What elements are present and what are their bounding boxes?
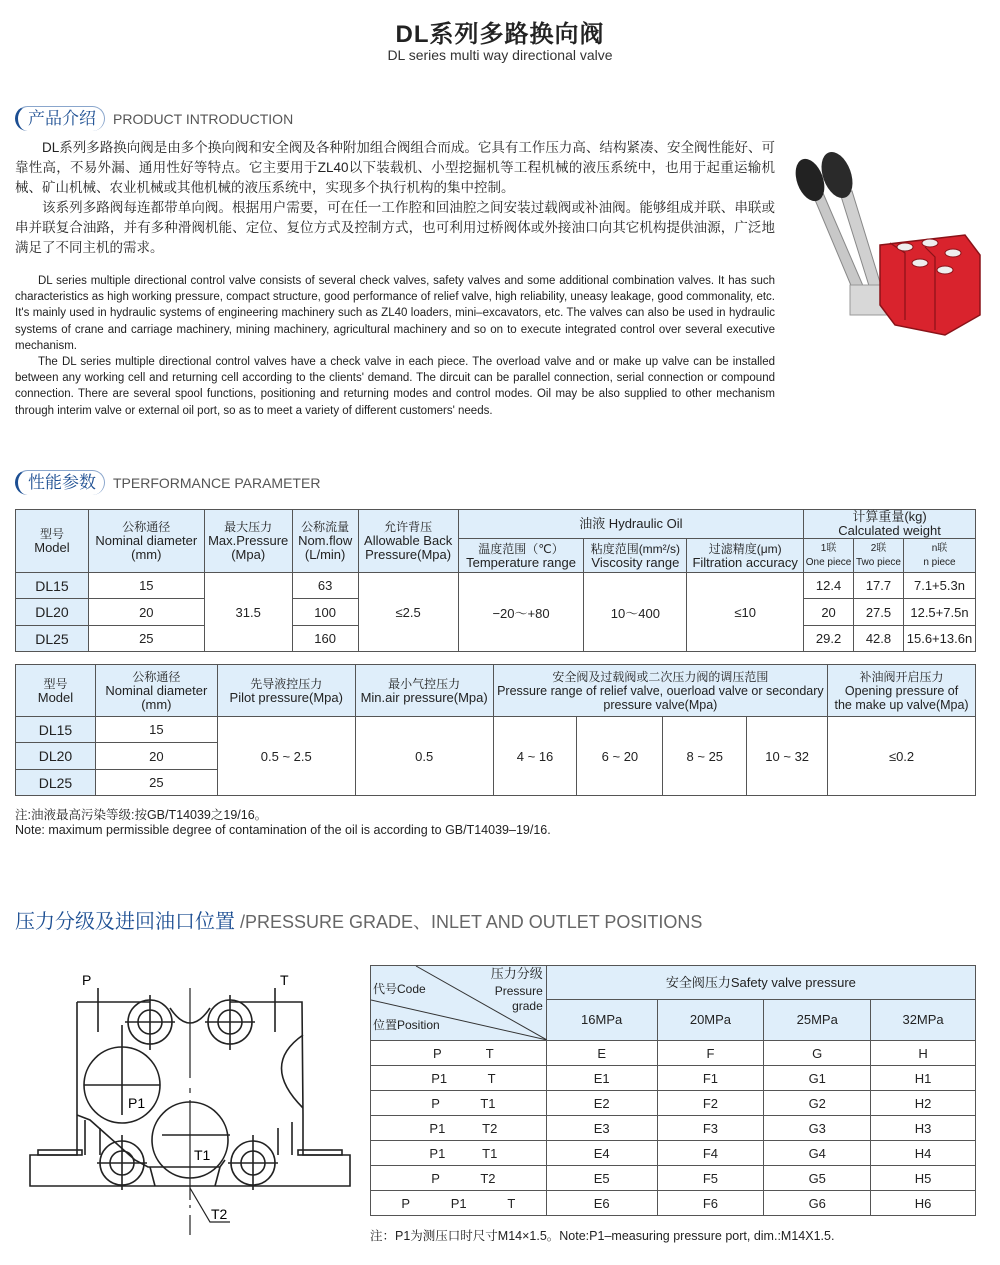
pressure-grade-table — [370, 965, 976, 1216]
th-max-pressure: 最大压力 Max.Pressure (Mpa) — [204, 510, 292, 573]
table-row — [371, 1041, 976, 1066]
position-port: P1 — [431, 1070, 448, 1086]
cell-code: E6 — [546, 1191, 657, 1216]
cell-position — [371, 1091, 547, 1116]
cell-code: F6 — [657, 1191, 764, 1216]
note-en: Note: maximum permissible degree of contamination of the oil is according to GB/T14039–19/16. — [15, 823, 551, 837]
intro-heading — [15, 106, 293, 131]
cell-weight-1: 20 — [804, 599, 854, 626]
cell-diameter: 20 — [88, 599, 204, 626]
position-port: T1 — [480, 1095, 496, 1111]
th-back-pressure: 允许背压 Allowable Back Pressure(Mpa) — [358, 510, 458, 573]
position-port: P1 — [450, 1195, 467, 1211]
position-port: T2 — [480, 1170, 496, 1186]
cell-position — [371, 1066, 547, 1091]
cell-code: F3 — [657, 1116, 764, 1141]
corner-position-label: 位置Position — [373, 1018, 440, 1032]
cell-relief-range: 10 ~ 32 — [747, 717, 828, 796]
cell-max-pressure: 31.5 — [204, 573, 292, 652]
cell-flow: 100 — [292, 599, 358, 626]
table-row — [16, 717, 976, 743]
cell-model: DL20 — [16, 743, 96, 770]
th-code-position-corner — [371, 966, 547, 1041]
cell-relief-range: 4 ~ 16 — [493, 717, 577, 796]
cell-weight-2: 42.8 — [854, 626, 904, 652]
th-nominal-diameter: 公称通径 Nominal diameter (mm) — [88, 510, 204, 573]
cell-diameter: 25 — [88, 626, 204, 652]
intro-en-text — [15, 273, 775, 419]
cell-temperature: −20～+80 — [458, 573, 584, 652]
th-model: 型号 Model — [16, 665, 96, 717]
cell-code: E2 — [546, 1091, 657, 1116]
corner-grade-en1: Pressure — [494, 984, 543, 998]
position-port: P — [431, 1095, 440, 1111]
pressure-grade-heading — [15, 905, 702, 934]
table-row — [371, 1166, 976, 1191]
th-nominal-diameter: 公称通径 Nominal diameter (mm) — [95, 665, 217, 717]
cell-diameter: 15 — [88, 573, 204, 599]
port-size-note: 注：P1为测压口时尺寸M14×1.5。Note:P1–measuring pressure port, dim.:M14X1.5. — [370, 1229, 835, 1243]
cell-code: H5 — [871, 1166, 976, 1191]
th-safety-valve-pressure: 安全阀压力Safety valve pressure — [546, 966, 975, 1000]
cell-model: DL25 — [16, 626, 89, 652]
cell-weight-n: 12.5+7.5n — [903, 599, 975, 626]
label-t2: T2 — [211, 1206, 228, 1222]
cell-weight-2: 27.5 — [854, 599, 904, 626]
cell-code: G2 — [764, 1091, 871, 1116]
cell-code: H4 — [871, 1141, 976, 1166]
intro-cn-paragraph: 该系列多路阀每连都带单向阀。根据用户需要，可在任一工作腔和回油腔之间安装过载阀或补油阀。能够组成并联、串联或串并联复合油路，并有多种滑阀机能、定位、复位方式及控制方式，也可利用过桥阀体或外接油口向其它机构提供油源，广泛地满足了不同主机的需求。 — [15, 200, 775, 255]
intro-cn-paragraph: DL系列多路换向阀是由多个换向阀和安全阀及各种附加组合阀组合而成。它具有工作压力高、结构紧凑、安全阀性能好、可靠性高，不易外漏、通用性好等特点。它主要用于ZL40以下装载机、小型挖掘机等工程机械的液压系统中，也用于起重运输机械、矿山机械、农业机械或其他机械的液压系统中，实现多个执行机构的集中控制。 — [15, 140, 775, 195]
note-cn: 注:油液最高污染等级:按GB/T14039之19/16。 — [15, 808, 268, 822]
cell-position — [371, 1166, 547, 1191]
cell-code: H1 — [871, 1066, 976, 1091]
cell-code: F1 — [657, 1066, 764, 1091]
cell-weight-1: 12.4 — [804, 573, 854, 599]
port-position-diagram — [20, 960, 360, 1250]
cell-code: G4 — [764, 1141, 871, 1166]
cell-code: H — [871, 1041, 976, 1066]
label-p1: P1 — [128, 1095, 146, 1111]
cell-viscosity: 10～400 — [584, 573, 687, 652]
position-port: P — [433, 1045, 442, 1061]
cell-weight-n: 7.1+5.3n — [903, 573, 975, 599]
position-port: P — [401, 1195, 411, 1211]
cell-code: G — [764, 1041, 871, 1066]
cell-weight-n: 15.6+13.6n — [903, 626, 975, 652]
page-title: DL系列多路换向阀 — [395, 21, 605, 48]
th-relief-range: 安全阀及过载阀或二次压力阀的调压范围 Pressure range of relief valve, ouerload valve or secondary pressure valve(Mpa) — [493, 665, 828, 717]
cell-flow: 63 — [292, 573, 358, 599]
cell-code: F — [657, 1041, 764, 1066]
cell-pilot: 0.5 ~ 2.5 — [217, 717, 355, 796]
th-makeup-pressure: 补油阀开启压力 Opening pressure of the make up valve(Mpa) — [828, 665, 976, 717]
position-port: T — [485, 1045, 494, 1061]
page-subtitle: DL series multi way directional valve — [387, 47, 613, 63]
th-n-piece: n联 n piece — [903, 539, 975, 573]
cell-makeup: ≤0.2 — [828, 717, 976, 796]
th-16mpa: 16MPa — [546, 1000, 657, 1041]
corner-code-label: 代号Code — [373, 982, 426, 996]
intro-badge: 产品介绍 — [15, 106, 105, 131]
position-port: T — [507, 1195, 516, 1211]
cell-relief-range: 8 ~ 25 — [663, 717, 747, 796]
cell-code: G3 — [764, 1116, 871, 1141]
intro-cn-text — [15, 138, 775, 258]
cell-position — [371, 1141, 547, 1166]
th-pilot-pressure: 先导液控压力 Pilot pressure(Mpa) — [217, 665, 355, 717]
th-20mpa: 20MPa — [657, 1000, 764, 1041]
cell-position — [371, 1191, 547, 1216]
intro-heading-en: PRODUCT INTRODUCTION — [113, 110, 294, 127]
position-port: P1 — [429, 1120, 446, 1136]
cell-code: F5 — [657, 1166, 764, 1191]
th-nom-flow: 公称流量 Nom.flow (L/min) — [292, 510, 358, 573]
cell-model: DL20 — [16, 599, 89, 626]
position-port: P — [431, 1170, 440, 1186]
position-port: T1 — [482, 1145, 498, 1161]
th-hydraulic-oil: 油液 Hydraulic Oil — [458, 510, 804, 539]
position-port: T2 — [482, 1120, 498, 1136]
cell-diameter: 25 — [95, 770, 217, 796]
th-viscosity: 粘度范围(mm²/s) Viscosity range — [584, 539, 687, 573]
th-two-piece: 2联 Two piece — [854, 539, 904, 573]
performance-table — [15, 509, 976, 652]
corner-grade-en2: grade — [512, 999, 543, 1013]
th-temperature: 温度范围（℃） Temperature range — [458, 539, 584, 573]
cell-code: E3 — [546, 1116, 657, 1141]
cell-weight-1: 29.2 — [804, 626, 854, 652]
label-t1: T1 — [194, 1147, 211, 1163]
table-row — [371, 1116, 976, 1141]
pressure-range-table — [15, 664, 976, 796]
label-p: P — [82, 972, 92, 988]
cell-diameter: 15 — [95, 717, 217, 743]
performance-badge: 性能参数 — [15, 470, 105, 495]
cell-code: E1 — [546, 1066, 657, 1091]
label-t: T — [280, 972, 289, 988]
table-row — [371, 1066, 976, 1091]
contamination-note — [15, 808, 551, 838]
cell-weight-2: 17.7 — [854, 573, 904, 599]
cell-min-air: 0.5 — [355, 717, 493, 796]
cell-position — [371, 1116, 547, 1141]
pressure-grade-heading-cn: 压力分级及进回油口位置 — [15, 911, 235, 933]
performance-heading-en: TPERFORMANCE PARAMETER — [113, 474, 321, 491]
intro-en-paragraph: DL series multiple directional control valve consists of several check valves, safety valves and some additional combination valves. It has such characteristics as high working pressure, compact structure, good performance of relief valve, high reliability, uneasy leakage, good commonality, etc. It's mainly used in hydraulic systems of engineering machinery such as ZL40 loaders, mini–excavators, etc. The valves can also be used in hydraulic systems of crane and carriage machinery, mining machinery, agricultural machinery and so on to execute integrated control over several executive mechanism. — [15, 275, 775, 352]
cell-flow: 160 — [292, 626, 358, 652]
cell-code: G5 — [764, 1166, 871, 1191]
cell-code: F4 — [657, 1141, 764, 1166]
cell-code: H2 — [871, 1091, 976, 1116]
corner-grade-cn: 压力分级 — [490, 966, 543, 981]
position-port: T — [487, 1070, 496, 1086]
cell-code: E5 — [546, 1166, 657, 1191]
cell-model: DL25 — [16, 770, 96, 796]
th-weight: 计算重量(kg) Calculated weight — [804, 510, 976, 539]
cell-code: H3 — [871, 1116, 976, 1141]
cell-relief-range: 6 ~ 20 — [577, 717, 663, 796]
cell-code: G6 — [764, 1191, 871, 1216]
valve-product-image — [795, 135, 990, 345]
table-row — [371, 1141, 976, 1166]
cell-code: G1 — [764, 1066, 871, 1091]
cell-model: DL15 — [16, 573, 89, 599]
cell-code: E — [546, 1041, 657, 1066]
cell-back-pressure: ≤2.5 — [358, 573, 458, 652]
th-one-piece: 1联 One piece — [804, 539, 854, 573]
table-row — [16, 573, 976, 599]
cell-code: H6 — [871, 1191, 976, 1216]
th-25mpa: 25MPa — [764, 1000, 871, 1041]
pressure-grade-heading-en: /PRESSURE GRADE、INLET AND OUTLET POSITIONS — [235, 912, 703, 932]
th-32mpa: 32MPa — [871, 1000, 976, 1041]
th-min-air-pressure: 最小气控压力 Min.air pressure(Mpa) — [355, 665, 493, 717]
table-row — [371, 1191, 976, 1216]
cell-position — [371, 1041, 547, 1066]
position-port: P1 — [429, 1145, 446, 1161]
table-row — [371, 1091, 976, 1116]
cell-model: DL15 — [16, 717, 96, 743]
intro-en-paragraph: The DL series multiple directional control valves have a check valve in each piece. The overload valve and or make up valve can be installed between any working cell and returning cell according to the clients' demand. The dircuit can be parallel connection, serial connection or compound connection. There are several spool functions, positioning and returning modes and control modes. Oil may be also supplied to other mechanism through interim valve or external oil port, so as to meet a variety of different customers' needs. — [15, 356, 775, 417]
cell-code: E4 — [546, 1141, 657, 1166]
cell-diameter: 20 — [95, 743, 217, 770]
cell-filtration: ≤10 — [687, 573, 804, 652]
th-filtration: 过滤精度(μm) Filtration accuracy — [687, 539, 804, 573]
performance-heading — [15, 470, 320, 495]
th-model: 型号 Model — [16, 510, 89, 573]
cell-code: F2 — [657, 1091, 764, 1116]
